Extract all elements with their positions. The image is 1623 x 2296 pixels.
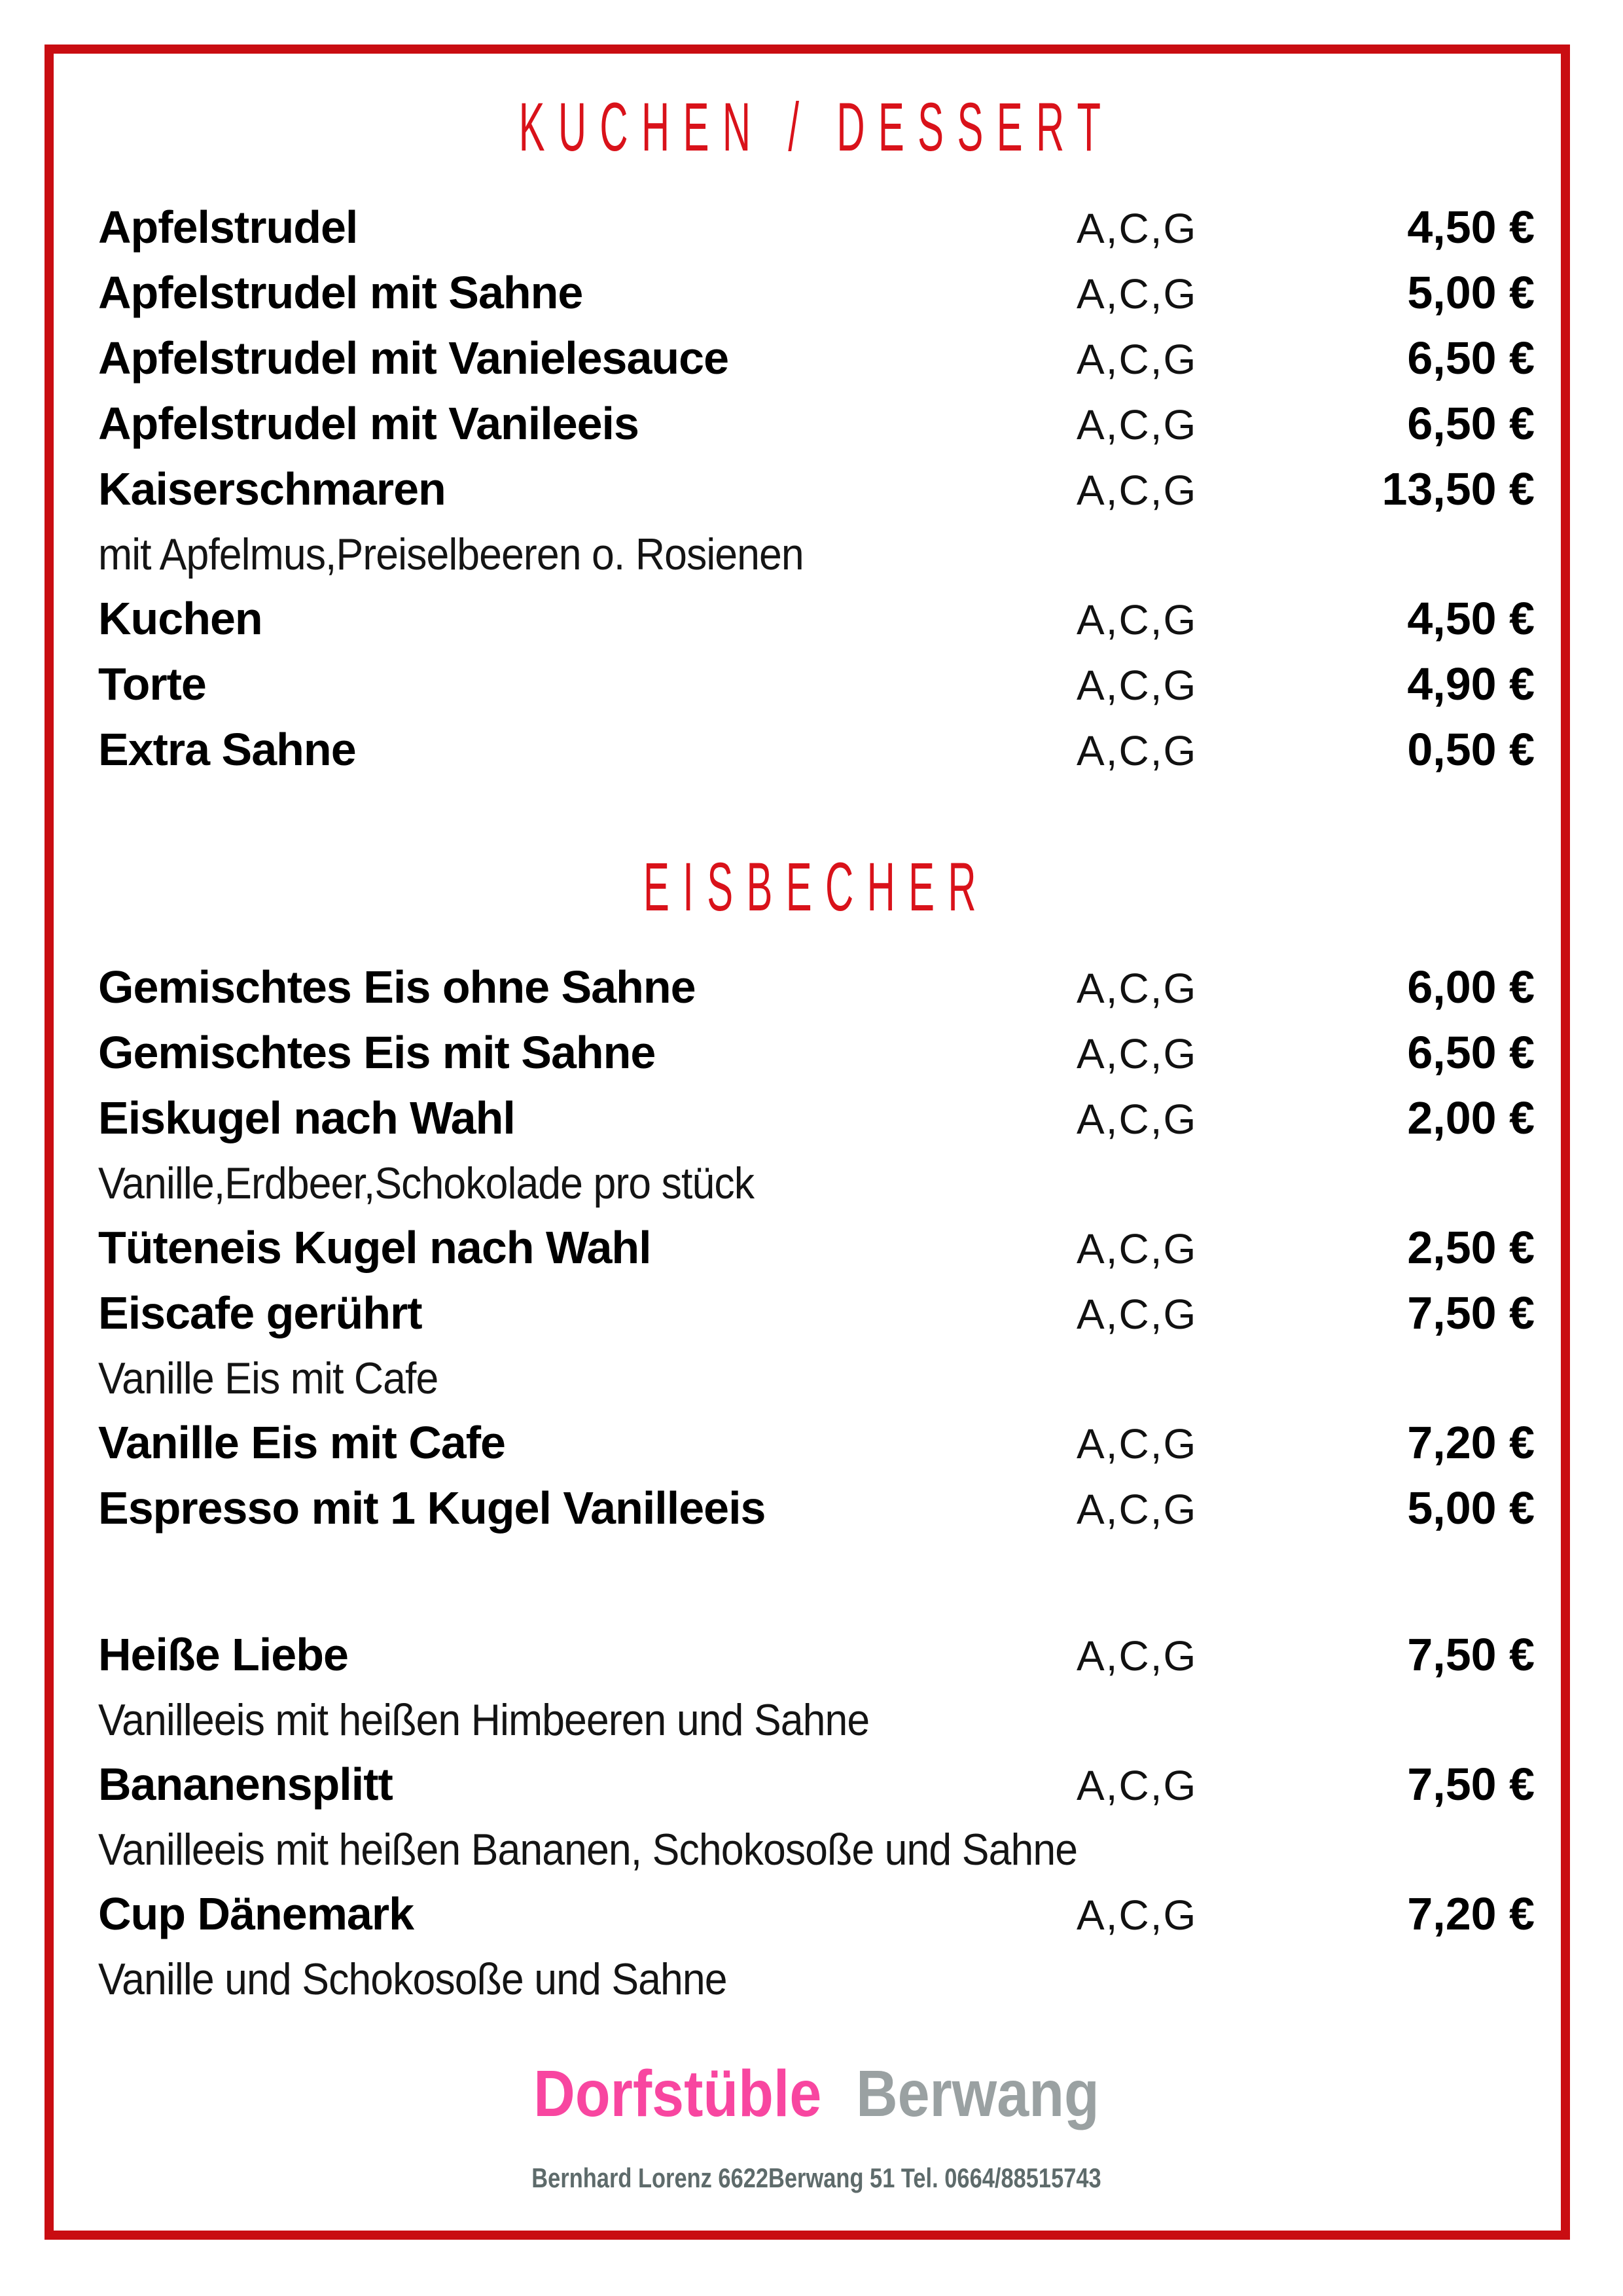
item-name: Apfelstrudel [98,202,358,253]
item-allergens: A,C,G [1077,1225,1198,1272]
item-price: 7,20 € [1407,1417,1535,1468]
item-price: 5,00 € [1407,267,1535,318]
item-description: mit Apfelmus,Preiselbeeren o. Rosienen [98,529,804,579]
item-allergens: A,C,G [1077,467,1198,514]
menu-item-row [98,1094,1535,1143]
item-name: Espresso mit 1 Kugel Vanilleeis [98,1482,766,1534]
item-name: Torte [98,658,206,709]
item-allergens: A,C,G [1077,1892,1198,1939]
section-kuchen-dessert [98,203,1535,775]
item-name: Apfelstrudel mit Vanileeis [98,398,639,449]
item-allergens: A,C,G [1077,965,1198,1012]
item-name: Cup Dänemark [98,1888,414,1939]
item-name: Gemischtes Eis ohne Sahne [98,961,696,1013]
item-name: Vanille Eis mit Cafe [98,1417,505,1468]
item-description: Vanilleeis mit heißen Bananen, Schokosoße und Sahne [98,1825,1078,1874]
item-allergens: A,C,G [1077,336,1198,383]
item-allergens: A,C,G [1077,1420,1198,1467]
menu-content [98,85,1535,2195]
contact-line: Bernhard Lorenz 6622Berwang 51 Tel. 0664/88515743 [531,2162,1101,2193]
menu-item-row [98,1484,1535,1534]
item-name: Extra Sahne [98,724,356,775]
menu-item-row [98,725,1535,775]
brand-location: Berwang [856,2057,1099,2130]
item-name: Kaiserschmaren [98,463,446,514]
menu-item-row [98,334,1535,384]
menu-item-row [98,1890,1535,1939]
item-name: Apfelstrudel mit Vanielesauce [98,332,729,384]
menu-item-row [98,465,1535,514]
item-price: 4,50 € [1407,593,1535,644]
item-price: 6,50 € [1407,398,1535,449]
item-price: 2,00 € [1407,1092,1535,1143]
item-description: Vanille und Schokosoße und Sahne [98,1954,727,2004]
item-price: 7,20 € [1407,1888,1535,1939]
item-price: 7,50 € [1407,1759,1535,1810]
menu-item-row [98,660,1535,709]
item-allergens: A,C,G [1077,727,1198,774]
item-allergens: A,C,G [1077,1030,1198,1077]
menu-item-row [98,1418,1535,1468]
item-allergens: A,C,G [1077,596,1198,643]
menu-item-row [98,1760,1535,1810]
menu-item-row [98,1630,1535,1680]
item-price: 0,50 € [1407,724,1535,775]
menu-item-row [98,399,1535,449]
item-allergens: A,C,G [1077,1096,1198,1143]
menu-item-row [98,963,1535,1013]
item-name: Eiscafe gerührt [98,1287,422,1338]
menu-item-row [98,203,1535,253]
item-price: 5,00 € [1407,1482,1535,1534]
item-price: 13,50 € [1382,463,1535,514]
item-name: Apfelstrudel mit Sahne [98,267,583,318]
item-allergens: A,C,G [1077,1291,1198,1338]
item-allergens: A,C,G [1077,1762,1198,1809]
item-price: 2,50 € [1407,1222,1535,1273]
item-allergens: A,C,G [1077,270,1198,317]
item-allergens: A,C,G [1077,1486,1198,1533]
menu-item-row [98,594,1535,644]
section-title-kuchen-dessert: KUCHEN / DESSERT [518,89,1115,166]
item-description: Vanille,Erdbeer,Schokolade pro stück [98,1158,755,1208]
section-eisbecher [98,963,1535,2003]
brand-line [185,2058,1449,2130]
item-allergens: A,C,G [1077,662,1198,709]
item-price: 6,50 € [1407,1027,1535,1078]
item-allergens: A,C,G [1077,205,1198,252]
item-name: Tüteneis Kugel nach Wahl [98,1222,651,1273]
item-description: Vanille Eis mit Cafe [98,1354,438,1403]
item-price: 6,50 € [1407,332,1535,384]
item-allergens: A,C,G [1077,401,1198,448]
item-name: Kuchen [98,593,262,644]
item-description: Vanilleeis mit heißen Himbeeren und Sahne [98,1695,870,1745]
item-name: Gemischtes Eis mit Sahne [98,1027,656,1078]
menu-item-row [98,1223,1535,1273]
item-name: Bananensplitt [98,1759,393,1810]
section-title-eisbecher: EISBECHER [643,849,990,925]
menu-item-row [98,268,1535,318]
item-name: Eiskugel nach Wahl [98,1092,515,1143]
brand-name: Dorfstüble [533,2057,822,2130]
menu-item-row [98,1289,1535,1338]
menu-item-row [98,1028,1535,1078]
item-price: 6,00 € [1407,961,1535,1013]
item-price: 7,50 € [1407,1629,1535,1680]
item-price: 4,90 € [1407,658,1535,709]
item-price: 7,50 € [1407,1287,1535,1338]
item-allergens: A,C,G [1077,1632,1198,1679]
item-name: Heiße Liebe [98,1629,348,1680]
item-price: 4,50 € [1407,202,1535,253]
